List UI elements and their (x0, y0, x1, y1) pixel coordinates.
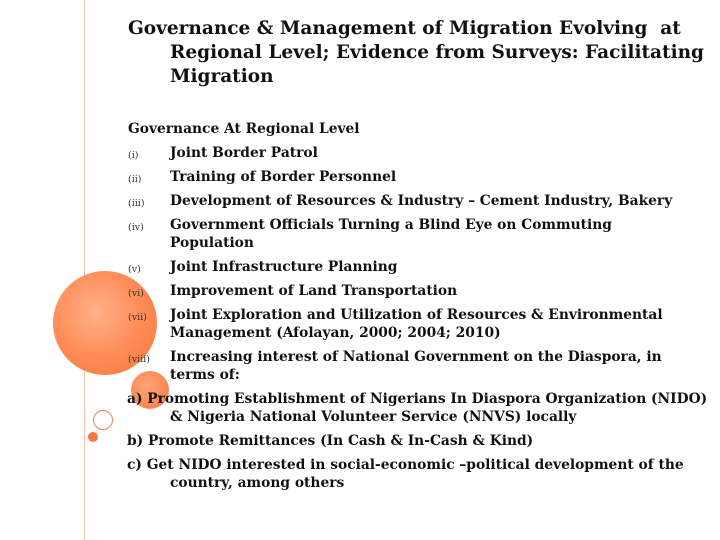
item-number: (i) (128, 150, 139, 161)
item-text: Training of Border Personnel (170, 169, 397, 185)
list-item (128, 306, 688, 342)
list-item (128, 348, 688, 384)
item-text: Joint Infrastructure Planning (170, 259, 398, 275)
item-number: (vii) (128, 312, 147, 323)
item-text: Development of Resources & Industry – Cement Industry, Bakery (170, 193, 673, 209)
item-number: (iii) (128, 198, 145, 209)
list-item (128, 192, 688, 210)
left-margin-rule (84, 0, 85, 540)
item-number: (v) (128, 264, 141, 275)
list-item (128, 168, 688, 186)
item-text: Government Officials Turning a Blind Eye on Commuting Population (170, 217, 612, 251)
item-number: (viii) (128, 354, 150, 365)
list-item (128, 258, 688, 276)
decorative-circle-ring (93, 410, 113, 430)
list-item (128, 144, 688, 162)
item-number: (vi) (128, 288, 144, 299)
section-heading: Governance At Regional Level (128, 121, 360, 137)
item-text: Improvement of Land Transportation (170, 283, 458, 299)
sub-item: b) Promote Remittances (In Cash & In-Cash & Kind) (127, 433, 534, 449)
item-text: Joint Exploration and Utilization of Resources & Environmental Management (Afolayan, 2000; 2004; 2010) (170, 307, 663, 341)
item-text: Joint Border Patrol (170, 145, 318, 161)
item-number: (iv) (128, 222, 144, 233)
item-text: Increasing interest of National Government on the Diaspora, in terms of: (170, 349, 662, 383)
list-item (128, 282, 688, 300)
sub-item: c) Get NIDO interested in social-economic –political development of the country, among others (127, 457, 684, 491)
sub-item: a) Promoting Establishment of Nigerians In Diaspora Organization (NIDO) & Nigeria National Volunteer Service (NNVS) locally (127, 391, 708, 425)
list-item (128, 216, 628, 252)
item-number: (ii) (128, 174, 142, 185)
slide-title: Governance & Management of Migration Evolving at Regional Level; Evidence from Surveys: Facilitating Migration (128, 18, 711, 87)
decorative-circle-small (88, 432, 98, 442)
